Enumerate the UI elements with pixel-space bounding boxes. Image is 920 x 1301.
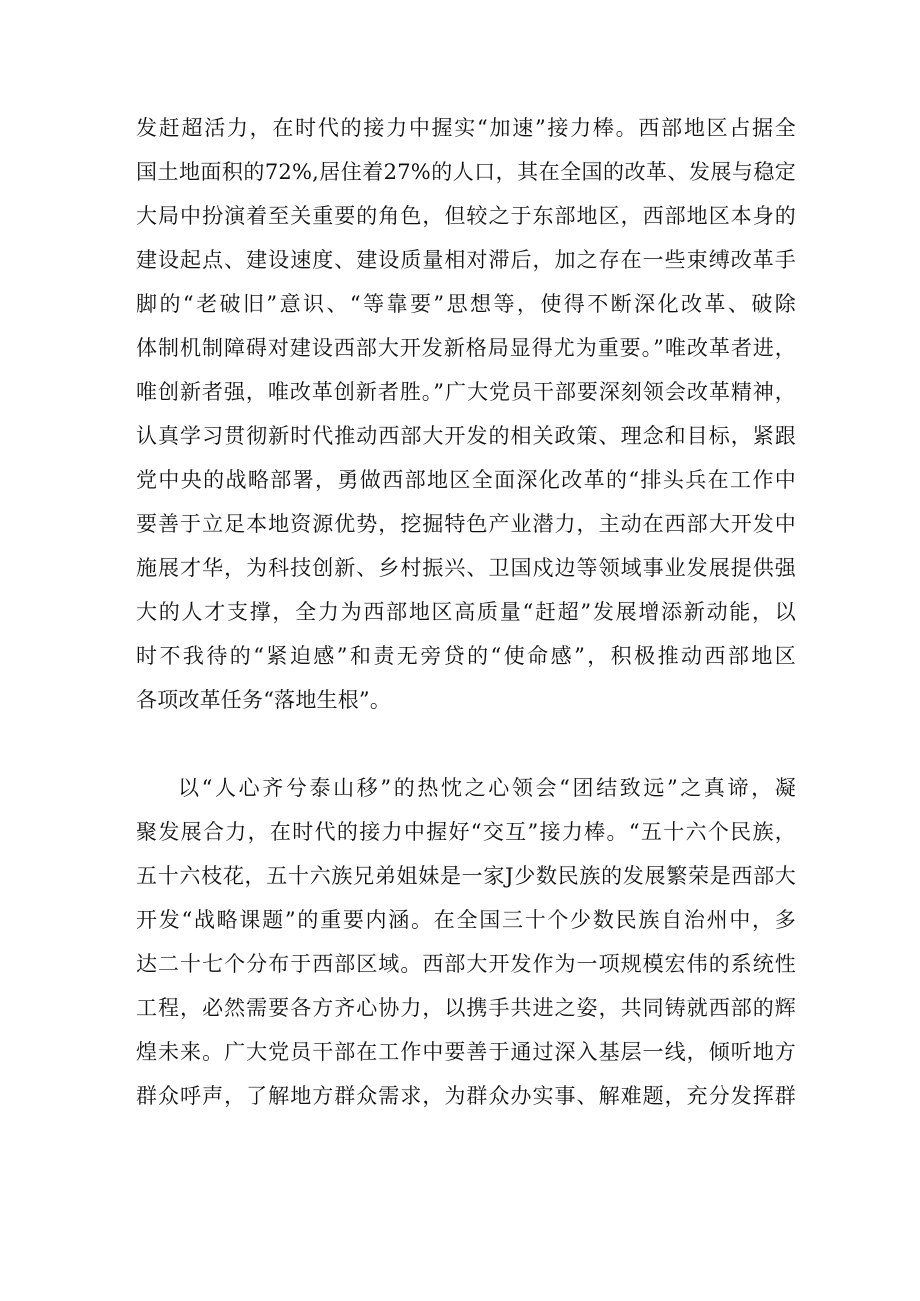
paragraph-line: 施展才华，为科技创新、乡村振兴、卫国戍边等领域事业发展提供强 [136,556,796,580]
paragraph-line: 脚的“老破旧”意识、“等靠要”思想等，使得不断深化改革、破除 [136,292,796,316]
paragraph-line: 以“人心齐兮泰山移”的热忱之心领会“团结致远”之真谛，凝 [178,776,796,800]
paragraph-line: 达二十七个分布于西部区域。西部大开发作为一项规模宏伟的系统性 [136,952,796,976]
paragraph-line: 聚发展合力，在时代的接力中握好“交互”接力棒。“五十六个民族， [136,820,796,844]
paragraph-line: 煌未来。广大党员干部在工作中要善于通过深入基层一线，倾听地方 [136,1040,796,1064]
paragraph-line: 大局中扮演着至关重要的角色，但较之于东部地区，西部地区本身的 [136,204,796,228]
paragraph-2 [136,766,796,1118]
paragraph-line: 要善于立足本地资源优势，挖掘特色产业潜力，主动在西部大开发中 [136,512,796,536]
paragraph-line: 体制机制障碍对建设西部大开发新格局显得尤为重要。”唯改革者进， [136,336,796,360]
paragraph-line: 大的人才支撑，全力为西部地区高质量“赶超”发展增添新动能，以 [136,600,796,624]
paragraph-line: 唯创新者强，唯改革创新者胜。”广大党员干部要深刻领会改革精神， [136,380,796,404]
paragraph-line: 时不我待的“紧迫感”和责无旁贷的“使命感”，积极推动西部地区 [136,644,796,668]
paragraph-line: 各项改革任务“落地生根”。 [136,688,392,712]
paragraph-1 [136,106,796,722]
paragraph-line: 五十六枝花，五十六族兄弟姐妹是一家J少数民族的发展繁荣是西部大 [136,864,796,888]
paragraph-line: 国土地面积的72%,居住着27%的人口，其在全国的改革、发展与稳定 [136,160,796,184]
paragraph-line: 工程，必然需要各方齐心协力，以携手共进之姿，共同铸就西部的辉 [136,996,796,1020]
paragraph-line: 建设起点、建设速度、建设质量相对滞后，加之存在一些束缚改革手 [136,248,796,272]
paragraph-line: 认真学习贯彻新时代推动西部大开发的相关政策、理念和目标，紧跟 [136,424,796,448]
paragraph-line: 群众呼声，了解地方群众需求，为群众办实事、解难题，充分发挥群 [136,1084,796,1108]
paragraph-line: 开发“战略课题”的重要内涵。在全国三十个少数民族自治州中，多 [136,908,796,932]
paragraph-line: 党中央的战略部署，勇做西部地区全面深化改革的“排头兵在工作中 [136,468,796,492]
paragraph-line: 发赶超活力，在时代的接力中握实“加速”接力棒。西部地区占据全 [136,116,796,140]
